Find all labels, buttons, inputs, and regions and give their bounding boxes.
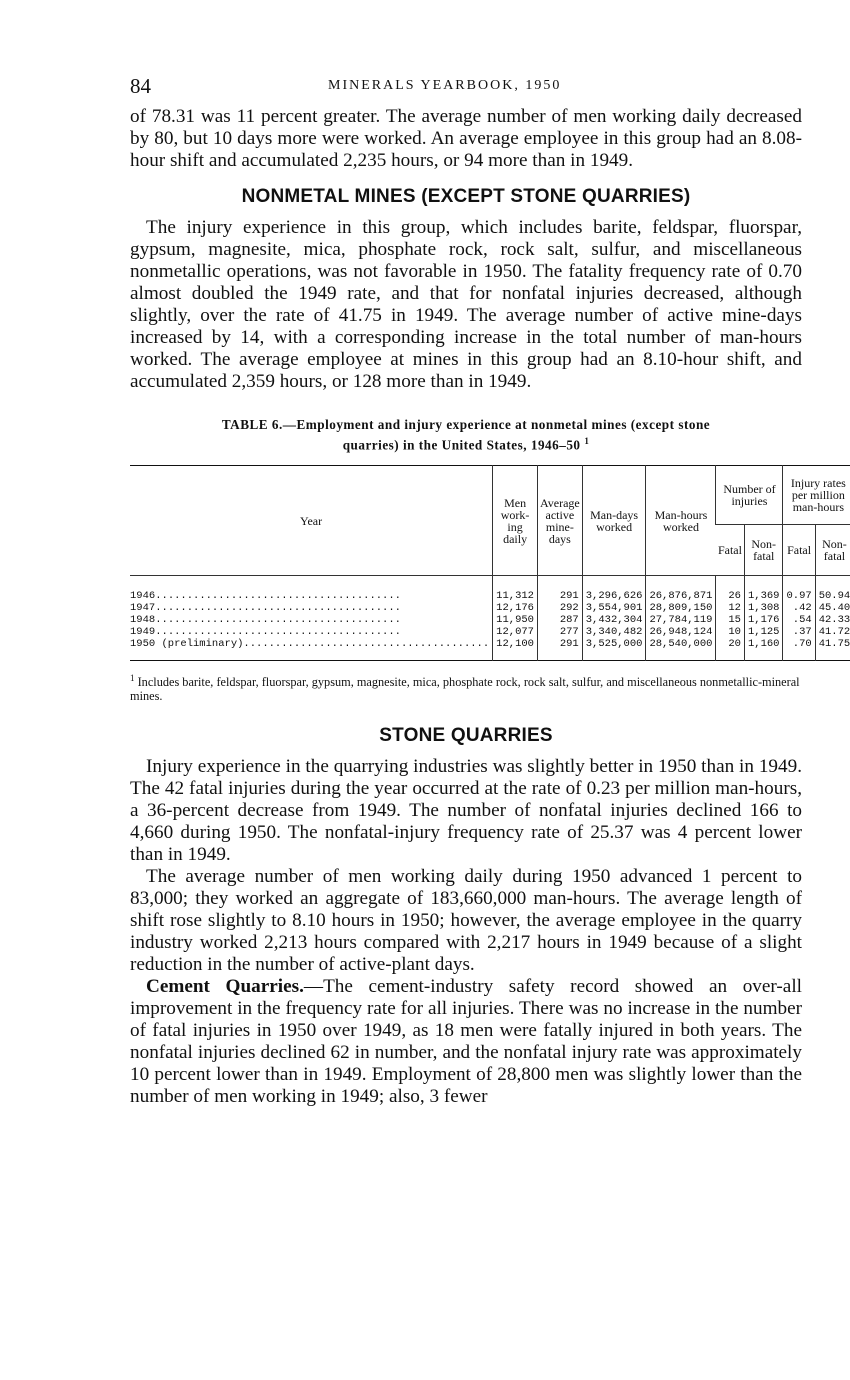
- col-header-average-active: Average active mine- days: [537, 466, 582, 576]
- col-header-man-days: Man-days worked: [582, 466, 646, 576]
- man-hours-cell: 27,784,119: [646, 614, 716, 626]
- caption-footnote-marker: 1: [584, 436, 590, 446]
- table-row: 1949....................................... 12,077 277 3,340,482 26,948,124 10 1,125 .37 41.72: [130, 626, 850, 638]
- man-days-cell: 3,432,304: [582, 614, 646, 626]
- table-row: 1946....................................... 11,312 291 3,296,626 26,876,871 26 1,369 0.97 50.94: [130, 590, 850, 602]
- fatal-rate-cell: 0.97: [783, 590, 815, 602]
- man-days-cell: 3,554,901: [582, 602, 646, 614]
- col-header-year: Year: [130, 466, 493, 576]
- fatal-rate-cell: .42: [783, 602, 815, 614]
- nonfatal-cell: 1,125: [744, 626, 783, 638]
- men-cell: 12,176: [493, 602, 538, 614]
- cement-lead: Cement Quarries.: [146, 976, 304, 998]
- days-cell: 277: [537, 626, 582, 638]
- nonmetal-paragraph: The injury experience in this group, which includes barite, feldspar, fluorspar, gypsum, magnesite, mica, phosphate rock, rock salt, sulfur, and miscellaneous nonmetallic operations, was not favorable in 1950. The fatality frequency rate of 0.70 almost doubled the 1949 rate, and that for nonfatal injuries decreased, although slightly, over the rate of 41.75 in 1949. The average number of active mine-days increased by 14, with a corresponding increase in the total number of man-hours worked. The average employee at mines in this group had an 8.10-hour shift, and accumulated 2,359 hours, or 128 more than in 1949.: [130, 217, 802, 392]
- fatal-rate-cell: .54: [783, 614, 815, 626]
- nonfatal-rate-cell: 50.94: [815, 590, 850, 602]
- nonfatal-cell: 1,308: [744, 602, 783, 614]
- col-header-nonfatal: Non- fatal: [744, 525, 783, 576]
- men-cell: 11,950: [493, 614, 538, 626]
- document-page: [130, 72, 850, 1108]
- man-hours-cell: 26,876,871: [646, 590, 716, 602]
- col-header-nonfatal-rate: Non- fatal: [815, 525, 850, 576]
- nonfatal-cell: 1,176: [744, 614, 783, 626]
- table-footnote: [130, 671, 802, 703]
- nonfatal-cell: 1,160: [744, 638, 783, 650]
- days-cell: 287: [537, 614, 582, 626]
- days-cell: 292: [537, 602, 582, 614]
- intro-paragraph: of 78.31 was 11 percent greater. The average number of men working daily decreased by 80, but 10 days more were worked. An average employee in this group had an 8.08-hour shift and accumulated 2,235 hours, or 94 more than in 1949.: [130, 106, 802, 171]
- col-header-man-hours: Man-hours worked: [646, 466, 716, 576]
- col-header-number-of-injuries: Number of injuries: [716, 466, 783, 525]
- men-cell: 12,100: [493, 638, 538, 650]
- fatal-cell: 10: [716, 626, 745, 638]
- nonfatal-rate-cell: 41.72: [815, 626, 850, 638]
- nonfatal-rate-cell: 42.33: [815, 614, 850, 626]
- stone-paragraph-2: The average number of men working daily during 1950 advanced 1 percent to 83,000; they worked an aggregate of 183,660,000 man-hours. The average length of shift rose slightly to 8.10 hours in 1950; however, the average employee in the quarry industry worked 2,213 hours compared with 2,217 hours in 1949 because of a slight reduction in the number of active-plant days.: [130, 866, 802, 976]
- col-header-men-working: Men work- ing daily: [493, 466, 538, 576]
- page-number: 84: [130, 74, 151, 98]
- cement-paragraph: [130, 976, 802, 1108]
- fatal-cell: 15: [716, 614, 745, 626]
- injury-table: [130, 465, 850, 661]
- man-days-cell: 3,340,482: [582, 626, 646, 638]
- running-title: MINERALS YEARBOOK, 1950: [328, 78, 562, 93]
- footnote-text: Includes barite, feldspar, fluorspar, gypsum, magnesite, mica, phosphate rock, rock salt, sulfur, and miscellaneous nonmetallic-mineral mines.: [130, 675, 800, 704]
- nonfatal-cell: 1,369: [744, 590, 783, 602]
- fatal-rate-cell: .70: [783, 638, 815, 650]
- table-caption-line1: TABLE 6.—Employment and injury experience at nonmetal mines (except stone: [221, 417, 711, 432]
- table-caption-line2-wrap: [130, 433, 802, 453]
- table-row: 1950 (preliminary)....................................... 12,100 291 3,525,000 28,540,000 20 1,160 .70 41.75: [130, 638, 850, 650]
- table-row: 1948....................................... 11,950 287 3,432,304 27,784,119 15 1,176 .54 42.33: [130, 614, 850, 626]
- year-cell: 1947: [130, 602, 156, 615]
- year-cell: 1950 (preliminary): [130, 638, 244, 651]
- footnote-marker: 1: [130, 673, 135, 684]
- fatal-cell: 26: [716, 590, 745, 602]
- man-hours-cell: 28,809,150: [646, 602, 716, 614]
- nonfatal-rate-cell: 41.75: [815, 638, 850, 650]
- man-hours-cell: 28,540,000: [646, 638, 716, 650]
- fatal-cell: 12: [716, 602, 745, 614]
- table-caption-line2: quarries) in the United States, 1946–50: [342, 437, 581, 453]
- nonfatal-rate-cell: 45.40: [815, 602, 850, 614]
- year-cell: 1948: [130, 614, 156, 627]
- fatal-cell: 20: [716, 638, 745, 650]
- stone-quarries-heading: STONE QUARRIES: [379, 725, 553, 747]
- year-cell: 1949: [130, 626, 156, 639]
- man-days-cell: 3,296,626: [582, 590, 646, 602]
- cement-text: —The cement-industry safety record showed an over-all improvement in the frequency rate for all injuries. There was no increase in the number of fatal injuries in 1950 over 1949, as 18 men were fatally injured in both years. The nonfatal injuries declined 62 in number, and the nonfatal injury rate was approximately 10 percent lower than in 1949. Employment of 28,800 men was slightly lower than the number of men working in 1949; also, 3 fewer: [130, 976, 802, 1108]
- men-cell: 12,077: [493, 626, 538, 638]
- days-cell: 291: [537, 638, 582, 650]
- men-cell: 11,312: [493, 590, 538, 602]
- days-cell: 291: [537, 590, 582, 602]
- col-header-injury-rates: Injury rates per million man-hours: [783, 466, 850, 525]
- man-hours-cell: 26,948,124: [646, 626, 716, 638]
- year-cell: 1946: [130, 590, 156, 603]
- stone-paragraph-1: Injury experience in the quarrying industries was slightly better in 1950 than in 1949. The 42 fatal injuries during the year occurred at the rate of 0.23 per million man-hours, a 36-percent decrease from 1949. The number of nonfatal injuries declined 166 to 4,660 during 1950. The nonfatal-injury frequency rate of 25.37 was 4 percent lower than in 1949.: [130, 756, 802, 866]
- nonmetal-heading: NONMETAL MINES (EXCEPT STONE QUARRIES): [241, 186, 691, 207]
- table-row: 1947....................................... 12,176 292 3,554,901 28,809,150 12 1,308 .42 45.40: [130, 602, 850, 614]
- col-header-fatal-rate: Fatal: [783, 525, 815, 576]
- running-header: [130, 72, 802, 106]
- fatal-rate-cell: .37: [783, 626, 815, 638]
- table-caption: [130, 417, 802, 453]
- col-header-fatal: Fatal: [716, 525, 745, 576]
- man-days-cell: 3,525,000: [582, 638, 646, 650]
